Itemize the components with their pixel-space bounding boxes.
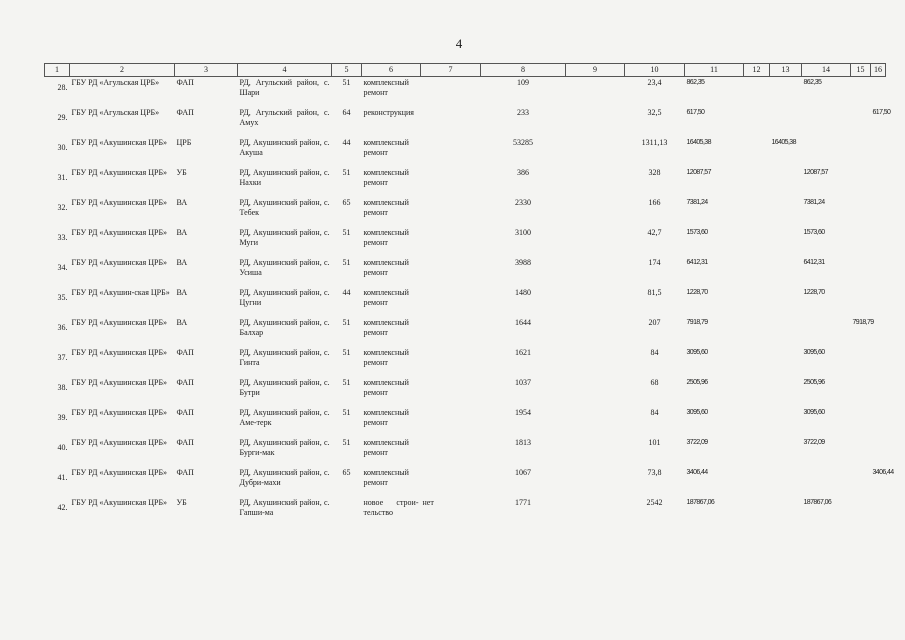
col8-value: 1954 bbox=[515, 408, 531, 417]
table-row bbox=[45, 407, 886, 437]
col8-value: 1813 bbox=[515, 438, 531, 447]
col16-value: 3406,44 bbox=[872, 469, 894, 476]
col8-value: 3100 bbox=[515, 228, 531, 237]
col10-value: 73,8 bbox=[647, 468, 662, 477]
table-row bbox=[45, 437, 886, 467]
col8-value: 3988 bbox=[515, 258, 531, 267]
col5-value bbox=[332, 497, 362, 527]
col16-value bbox=[871, 287, 886, 317]
col15-value bbox=[851, 257, 871, 287]
col5-value: 51 bbox=[342, 258, 351, 267]
column-header: 14 bbox=[802, 64, 851, 77]
table-row bbox=[45, 287, 886, 317]
col16-value bbox=[871, 77, 886, 108]
col11-value: 3722,09 bbox=[686, 439, 708, 446]
column-header: 5 bbox=[332, 64, 362, 77]
col13-value bbox=[770, 197, 802, 227]
column-header: 1 bbox=[45, 64, 70, 77]
facility-type: ФАП bbox=[176, 108, 194, 117]
column-header: 8 bbox=[481, 64, 566, 77]
facility-type: ЦРБ bbox=[176, 138, 192, 147]
col10-value: 32,5 bbox=[647, 108, 662, 117]
col13-value bbox=[770, 107, 802, 137]
col5-value: 51 bbox=[342, 408, 351, 417]
col5-value: 51 bbox=[342, 378, 351, 387]
col13-value bbox=[770, 167, 802, 197]
table-body bbox=[45, 77, 894, 528]
col14-value bbox=[802, 137, 851, 167]
col11-value: 7918,79 bbox=[686, 319, 708, 326]
facility-type: ВА bbox=[176, 258, 188, 267]
work-type: комплексный ремонт bbox=[363, 408, 409, 427]
column-number-row bbox=[45, 64, 886, 77]
col14-value bbox=[802, 467, 851, 497]
col11-value: 16405,38 bbox=[686, 139, 711, 146]
col11-value: 3095,60 bbox=[686, 349, 708, 356]
col9-value bbox=[566, 377, 625, 407]
col10-value: 166 bbox=[648, 198, 661, 207]
col8-value: 1037 bbox=[515, 378, 531, 387]
col12-value bbox=[744, 197, 770, 227]
col15-value bbox=[851, 377, 871, 407]
facility-address: РД, Агульский район, с. Шари bbox=[239, 78, 330, 97]
table-row bbox=[45, 107, 886, 137]
col5-value: 51 bbox=[342, 228, 351, 237]
facility-type: ФАП bbox=[176, 78, 194, 87]
row-number bbox=[45, 137, 70, 167]
column-header: 16 bbox=[871, 64, 886, 77]
row-number bbox=[45, 437, 70, 467]
facility-address: РД, Акушинский район, с. Аме-терк bbox=[239, 408, 330, 427]
col8-value: 386 bbox=[517, 168, 529, 177]
table-row bbox=[45, 137, 886, 167]
facility-address: РД, Акушинский район, с. Гапши-ма bbox=[239, 498, 330, 517]
col9-value bbox=[566, 317, 625, 347]
col7-value: нет bbox=[422, 498, 434, 507]
col15-value bbox=[851, 467, 871, 497]
col12-value bbox=[744, 287, 770, 317]
col14-value: 1573,60 bbox=[803, 229, 825, 236]
facility-address: РД, Акушинский район, с. Нахки bbox=[239, 168, 330, 187]
row-number bbox=[45, 77, 70, 108]
col7-value bbox=[421, 377, 481, 407]
facility-type: ВА bbox=[176, 318, 188, 327]
col12-value bbox=[744, 227, 770, 257]
row-number-text: 40. bbox=[57, 443, 68, 452]
col11-value: 2505,96 bbox=[686, 379, 708, 386]
col10-value: 84 bbox=[650, 348, 659, 357]
facility-type: ВА bbox=[176, 228, 188, 237]
facility-address: РД, Акушинский район, с. Муги bbox=[239, 228, 330, 247]
col11-value: 862,35 bbox=[686, 79, 705, 86]
facility-type: ВА bbox=[176, 288, 188, 297]
facility-address: РД, Акушинский район, с. Гинта bbox=[239, 348, 330, 367]
col7-value bbox=[421, 287, 481, 317]
col9-value bbox=[566, 167, 625, 197]
work-type: комплексный ремонт bbox=[363, 318, 409, 337]
row-number bbox=[45, 257, 70, 287]
col9-value bbox=[566, 197, 625, 227]
col12-value bbox=[744, 467, 770, 497]
work-type: комплексный ремонт bbox=[363, 228, 409, 247]
col7-value bbox=[421, 467, 481, 497]
col11-value: 1228,70 bbox=[686, 289, 708, 296]
institution-name: ГБУ РД «Акушинская ЦРБ» bbox=[71, 378, 168, 387]
col12-value bbox=[744, 77, 770, 108]
column-header: 6 bbox=[362, 64, 421, 77]
row-number-text: 34. bbox=[57, 263, 68, 272]
row-number bbox=[45, 467, 70, 497]
col5-value: 65 bbox=[342, 198, 351, 207]
col5-value: 51 bbox=[342, 318, 351, 327]
col9-value bbox=[566, 467, 625, 497]
col9-value bbox=[566, 347, 625, 377]
col7-value bbox=[421, 167, 481, 197]
row-number bbox=[45, 377, 70, 407]
col9-value bbox=[566, 257, 625, 287]
col14-value: 862,35 bbox=[803, 79, 822, 86]
col11-value: 187867,06 bbox=[686, 499, 715, 506]
row-number-text: 41. bbox=[57, 473, 68, 482]
col5-value: 51 bbox=[342, 348, 351, 357]
facility-type: ФАП bbox=[176, 438, 194, 447]
col10-value: 84 bbox=[650, 408, 659, 417]
col12-value bbox=[744, 407, 770, 437]
table-row bbox=[45, 467, 886, 497]
facility-address: РД, Акушинский район, с. Акуша bbox=[239, 138, 330, 157]
row-number-text: 42. bbox=[57, 503, 68, 512]
col14-value: 1228,70 bbox=[803, 289, 825, 296]
col7-value bbox=[421, 257, 481, 287]
col14-value: 3722,09 bbox=[803, 439, 825, 446]
row-number bbox=[45, 347, 70, 377]
col9-value bbox=[566, 137, 625, 167]
col13-value bbox=[770, 317, 802, 347]
col15-value bbox=[851, 407, 871, 437]
col8-value: 2330 bbox=[515, 198, 531, 207]
row-number-text: 35. bbox=[57, 293, 68, 302]
register-table bbox=[44, 63, 894, 527]
row-number bbox=[45, 407, 70, 437]
facility-type: ФАП bbox=[176, 468, 194, 477]
col14-value: 12087,57 bbox=[803, 169, 828, 176]
column-header: 3 bbox=[175, 64, 238, 77]
col13-value bbox=[770, 497, 802, 527]
institution-name: ГБУ РД «Акушинская ЦРБ» bbox=[71, 438, 168, 447]
col15-value bbox=[851, 137, 871, 167]
col13-value: 16405,38 bbox=[771, 139, 796, 146]
work-type: комплексный ремонт bbox=[363, 378, 409, 397]
col7-value bbox=[421, 437, 481, 467]
col16-value bbox=[871, 407, 886, 437]
col16-value bbox=[871, 347, 886, 377]
row-number bbox=[45, 107, 70, 137]
col5-value: 44 bbox=[342, 138, 351, 147]
work-type: комплексный ремонт bbox=[363, 438, 409, 457]
col8-value: 233 bbox=[517, 108, 529, 117]
col10-value: 207 bbox=[648, 318, 661, 327]
institution-name: ГБУ РД «Акушинская ЦРБ» bbox=[71, 198, 168, 207]
col9-value bbox=[566, 107, 625, 137]
col7-value bbox=[421, 407, 481, 437]
work-type: комплексный ремонт bbox=[363, 258, 409, 277]
table-row bbox=[45, 227, 886, 257]
col15-value bbox=[851, 497, 871, 527]
col10-value: 23,4 bbox=[647, 78, 662, 87]
col9-value bbox=[566, 497, 625, 527]
institution-name: ГБУ РД «Акушинская ЦРБ» bbox=[71, 468, 168, 477]
table-row bbox=[45, 77, 886, 108]
institution-name: ГБУ РД «Акушинская ЦРБ» bbox=[71, 408, 168, 417]
col10-value: 2542 bbox=[646, 498, 663, 507]
facility-address: РД, Акушинский район, с. Дубри-махи bbox=[239, 468, 330, 487]
col10-value: 42,7 bbox=[647, 228, 662, 237]
table-row bbox=[45, 317, 886, 347]
institution-name: ГБУ РД «Акушинская ЦРБ» bbox=[71, 168, 168, 177]
column-header: 2 bbox=[70, 64, 175, 77]
col13-value bbox=[770, 437, 802, 467]
facility-address: РД, Акушинский район, с. Цугни bbox=[239, 288, 330, 307]
institution-name: ГБУ РД «Акушинская ЦРБ» bbox=[71, 348, 168, 357]
page-number: 4 bbox=[455, 36, 463, 51]
col16-value bbox=[871, 197, 886, 227]
col10-value: 1311,13 bbox=[641, 138, 668, 147]
col5-value: 51 bbox=[342, 168, 351, 177]
col12-value bbox=[744, 347, 770, 377]
col8-value: 1621 bbox=[515, 348, 531, 357]
col10-value: 328 bbox=[648, 168, 661, 177]
col11-value: 1573,60 bbox=[686, 229, 708, 236]
col13-value bbox=[770, 347, 802, 377]
col7-value bbox=[421, 77, 481, 108]
col14-value: 6412,31 bbox=[803, 259, 825, 266]
col12-value bbox=[744, 497, 770, 527]
row-number bbox=[45, 287, 70, 317]
institution-name: ГБУ РД «Акушин-ская ЦРБ» bbox=[71, 288, 170, 297]
work-type: комплексный ремонт bbox=[363, 198, 409, 217]
col15-value bbox=[851, 437, 871, 467]
col8-value: 53285 bbox=[513, 138, 533, 147]
col15-value bbox=[851, 197, 871, 227]
column-header: 4 bbox=[238, 64, 332, 77]
col12-value bbox=[744, 437, 770, 467]
col14-value: 3095,60 bbox=[803, 349, 825, 356]
col8-value: 1067 bbox=[515, 468, 531, 477]
facility-address: РД, Акушинский район, с. Бутри bbox=[239, 378, 330, 397]
col10-value: 68 bbox=[650, 378, 659, 387]
col14-value bbox=[802, 317, 851, 347]
institution-name: ГБУ РД «Акушинская ЦРБ» bbox=[71, 318, 168, 327]
facility-type: УБ bbox=[176, 498, 187, 507]
work-type: комплексный ремонт bbox=[363, 468, 409, 487]
col8-value: 109 bbox=[517, 78, 529, 87]
facility-address: РД, Акушинский район, с. Бурги-мак bbox=[239, 438, 330, 457]
col5-value: 65 bbox=[342, 468, 351, 477]
col14-value: 3095,60 bbox=[803, 409, 825, 416]
col11-value: 6412,31 bbox=[686, 259, 708, 266]
col15-value bbox=[851, 167, 871, 197]
col14-value bbox=[802, 107, 851, 137]
col9-value bbox=[566, 227, 625, 257]
row-number bbox=[45, 317, 70, 347]
work-type: комплексный ремонт bbox=[363, 138, 409, 157]
facility-type: ФАП bbox=[176, 378, 194, 387]
row-number-text: 37. bbox=[57, 353, 68, 362]
column-header: 15 bbox=[851, 64, 871, 77]
column-header: 12 bbox=[744, 64, 770, 77]
col7-value bbox=[421, 227, 481, 257]
column-header: 13 bbox=[770, 64, 802, 77]
facility-type: УБ bbox=[176, 168, 187, 177]
work-type: новое строи-тельство bbox=[363, 498, 419, 517]
work-type: комплексный ремонт bbox=[363, 348, 409, 367]
institution-name: ГБУ РД «Акушинская ЦРБ» bbox=[71, 228, 168, 237]
col16-value bbox=[871, 137, 886, 167]
col11-value: 617,50 bbox=[686, 109, 705, 116]
col5-value: 64 bbox=[342, 108, 351, 117]
table-row bbox=[45, 347, 886, 377]
row-number bbox=[45, 227, 70, 257]
col13-value bbox=[770, 77, 802, 108]
col15-value: 7918,79 bbox=[852, 319, 874, 326]
col9-value bbox=[566, 437, 625, 467]
col13-value bbox=[770, 287, 802, 317]
col15-value bbox=[851, 77, 871, 108]
col7-value bbox=[421, 137, 481, 167]
row-number bbox=[45, 497, 70, 527]
institution-name: ГБУ РД «Агульская ЦРБ» bbox=[71, 78, 160, 87]
col12-value bbox=[744, 257, 770, 287]
table-row bbox=[45, 377, 886, 407]
column-header: 7 bbox=[421, 64, 481, 77]
col14-value: 7381,24 bbox=[803, 199, 825, 206]
facility-address: РД, Агульский район, с. Амух bbox=[239, 108, 330, 127]
col16-value bbox=[871, 377, 886, 407]
col16-value bbox=[871, 227, 886, 257]
col16-value bbox=[871, 437, 886, 467]
col16-value bbox=[871, 497, 886, 527]
col13-value bbox=[770, 257, 802, 287]
col5-value: 51 bbox=[342, 78, 351, 87]
row-number-text: 31. bbox=[57, 173, 68, 182]
col13-value bbox=[770, 407, 802, 437]
col7-value bbox=[421, 317, 481, 347]
col10-value: 101 bbox=[648, 438, 661, 447]
col12-value bbox=[744, 167, 770, 197]
facility-type: ФАП bbox=[176, 348, 194, 357]
row-number-text: 33. bbox=[57, 233, 68, 242]
col15-value bbox=[851, 347, 871, 377]
col11-value: 7381,24 bbox=[686, 199, 708, 206]
col15-value bbox=[851, 227, 871, 257]
work-type: комплексный ремонт bbox=[363, 288, 409, 307]
facility-type: ВА bbox=[176, 198, 188, 207]
col9-value bbox=[566, 407, 625, 437]
col11-value: 3406,44 bbox=[686, 469, 708, 476]
col16-value bbox=[871, 167, 886, 197]
institution-name: ГБУ РД «Акушинская ЦРБ» bbox=[71, 258, 168, 267]
col8-value: 1480 bbox=[515, 288, 531, 297]
work-type: комплексный ремонт bbox=[363, 168, 409, 187]
col13-value bbox=[770, 227, 802, 257]
row-number bbox=[45, 197, 70, 227]
column-header: 11 bbox=[685, 64, 744, 77]
col5-value: 44 bbox=[342, 288, 351, 297]
col14-value: 187867,06 bbox=[803, 499, 832, 506]
col14-value: 2505,96 bbox=[803, 379, 825, 386]
facility-address: РД, Акушинский район, с. Усиша bbox=[239, 258, 330, 277]
row-number-text: 28. bbox=[57, 83, 68, 92]
facility-type: ФАП bbox=[176, 408, 194, 417]
col10-value: 81,5 bbox=[647, 288, 662, 297]
col7-value bbox=[421, 197, 481, 227]
col9-value bbox=[566, 287, 625, 317]
table-row bbox=[45, 497, 886, 527]
col11-value: 12087,57 bbox=[686, 169, 711, 176]
work-type: реконструкция bbox=[363, 108, 414, 117]
col13-value bbox=[770, 467, 802, 497]
table-row bbox=[45, 257, 886, 287]
col15-value bbox=[851, 107, 871, 137]
row-number-text: 32. bbox=[57, 203, 68, 212]
col11-value: 3095,60 bbox=[686, 409, 708, 416]
column-header: 9 bbox=[566, 64, 625, 77]
row-number-text: 36. bbox=[57, 323, 68, 332]
col9-value bbox=[566, 77, 625, 108]
facility-address: РД, Акушинский район, с. Тебек bbox=[239, 198, 330, 217]
col12-value bbox=[744, 107, 770, 137]
col16-value bbox=[871, 257, 886, 287]
col12-value bbox=[744, 377, 770, 407]
row-number bbox=[45, 167, 70, 197]
col7-value bbox=[421, 347, 481, 377]
col8-value: 1771 bbox=[515, 498, 531, 507]
row-number-text: 38. bbox=[57, 383, 68, 392]
col12-value bbox=[744, 317, 770, 347]
col5-value: 51 bbox=[342, 438, 351, 447]
col16-value: 617,50 bbox=[872, 109, 891, 116]
col15-value bbox=[851, 287, 871, 317]
col13-value bbox=[770, 377, 802, 407]
work-type: комплексный ремонт bbox=[363, 78, 409, 97]
row-number-text: 30. bbox=[57, 143, 68, 152]
institution-name: ГБУ РД «Агульская ЦРБ» bbox=[71, 108, 160, 117]
table-row bbox=[45, 197, 886, 227]
col10-value: 174 bbox=[648, 258, 661, 267]
table-row bbox=[45, 167, 886, 197]
institution-name: ГБУ РД «Акушинская ЦРБ» bbox=[71, 138, 168, 147]
col8-value: 1644 bbox=[515, 318, 531, 327]
institution-name: ГБУ РД «Акушинская ЦРБ» bbox=[71, 498, 168, 507]
row-number-text: 39. bbox=[57, 413, 68, 422]
col12-value bbox=[744, 137, 770, 167]
column-header: 10 bbox=[625, 64, 685, 77]
facility-address: РД, Акушинский район, с. Балхар bbox=[239, 318, 330, 337]
row-number-text: 29. bbox=[57, 113, 68, 122]
col7-value bbox=[421, 107, 481, 137]
